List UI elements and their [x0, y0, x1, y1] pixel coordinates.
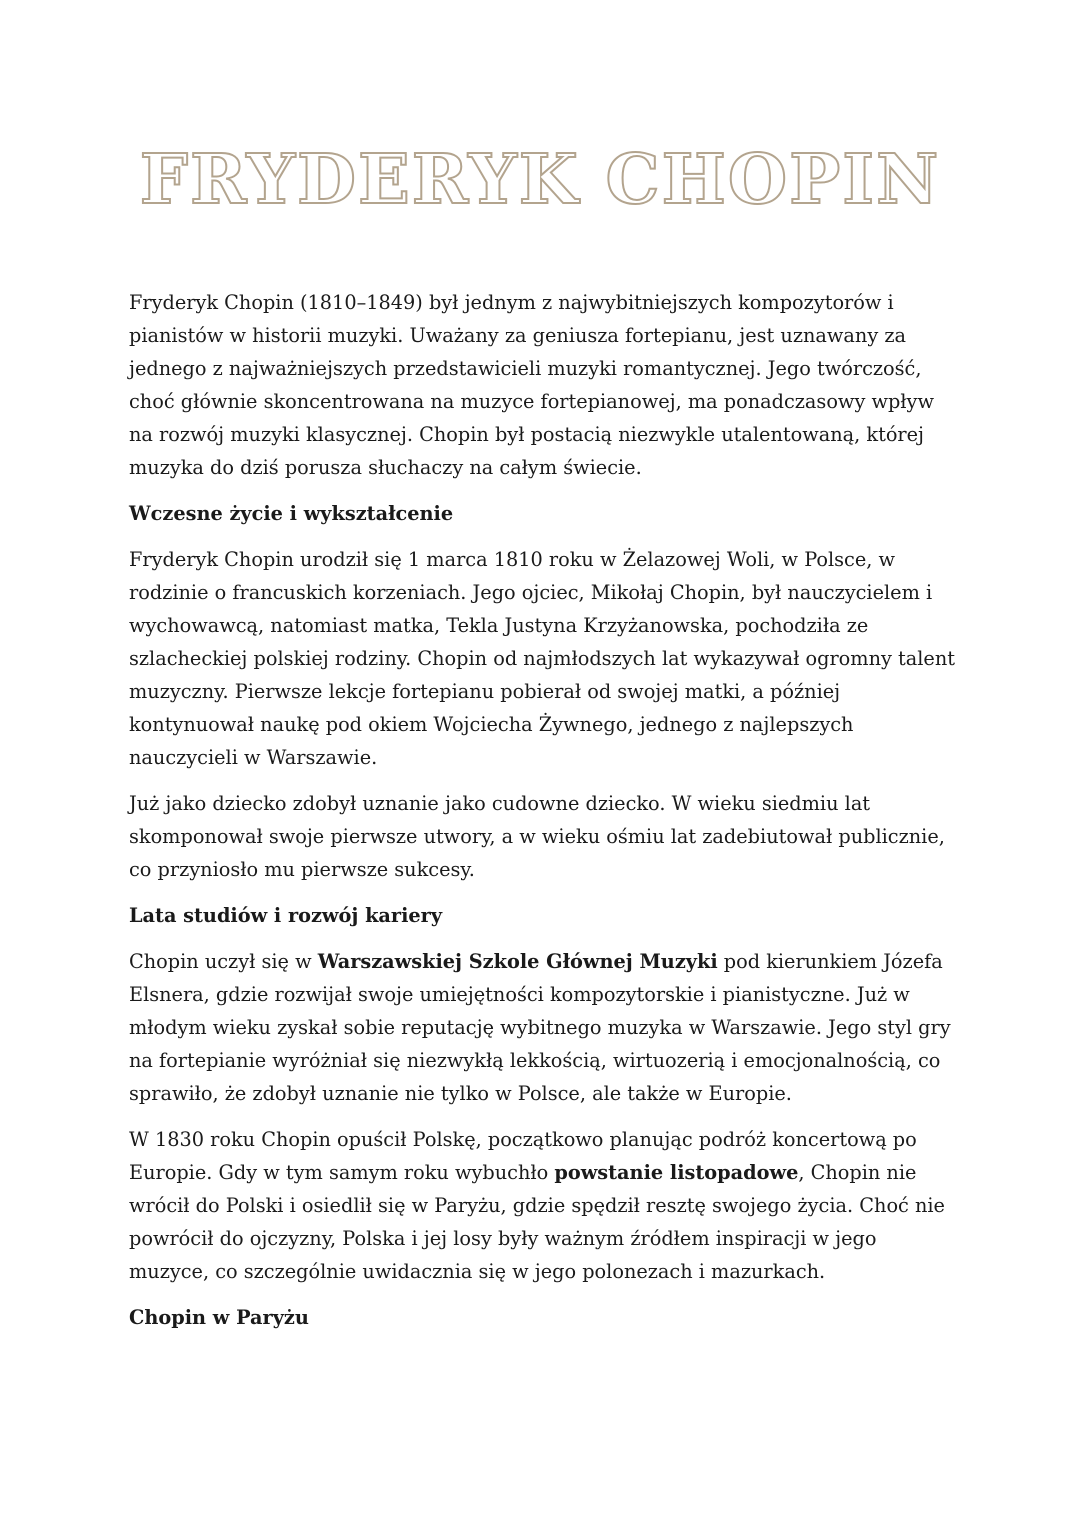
studies-p1-bold: Warszawskiej Szkole Głównej Muzyki [317, 950, 718, 973]
studies-p2-bold: powstanie listopadowe [554, 1161, 799, 1184]
studies-paragraph-2 [129, 1123, 959, 1288]
studies-p2-text-a: W 1830 roku Chopin opuścił Polskę, początkowo planując podróż koncertową po Europie. Gdy w tym samym roku wybuchło [129, 1128, 917, 1184]
document-title: FRYDERYK CHOPIN [139, 140, 941, 220]
section-heading-early-life: Wczesne życie i wykształcenie [129, 502, 454, 525]
studies-p1-text-a: Chopin uczył się w [129, 950, 318, 973]
section-heading-paris: Chopin w Paryżu [129, 1306, 309, 1329]
document-body [129, 286, 959, 1347]
studies-p1-text-b: pod kierunkiem Józefa Elsnera, gdzie rozwijał swoje umiejętności kompozytorskie i pianistyczne. Już w młodym wieku zyskał sobie reputację wybitnego muzyka w Warszawie. Jego styl gry na fortepianie wyróżniał się niezwykłą lekkością, wirtuozerią i emocjonalnością, co sprawiło, że zdobył uznanie nie tylko w Polsce, ale także w Europie. [129, 950, 951, 1105]
early-life-paragraph-1: Fryderyk Chopin urodził się 1 marca 1810 roku w Żelazowej Woli, w Polsce, w rodzinie o francuskich korzeniach. Jego ojciec, Mikołaj Chopin, był nauczycielem i wychowawcą, natomiast matka, Tekla Justyna Krzyżanowska, pochodziła ze szlacheckiej polskiej rodziny. Chopin od najmłodszych lat wykazywał ogromny talent muzyczny. Pierwsze lekcje fortepianu pobierał od swojej matki, a później kontynuował naukę pod okiem Wojciecha Żywnego, jednego z najlepszych nauczycieli w Warszawie. [129, 548, 956, 769]
early-life-paragraph-2: Już jako dziecko zdobył uznanie jako cudowne dziecko. W wieku siedmiu lat skomponował swoje pierwsze utwory, a w wieku ośmiu lat zadebiutował publicznie, co przyniosło mu pierwsze sukcesy. [129, 792, 945, 881]
intro-paragraph: Fryderyk Chopin (1810–1849) był jednym z najwybitniejszych kompozytorów i pianistów w historii muzyki. Uważany za geniusza fortepianu, jest uznawany za jednego z najważniejszych przedstawicieli muzyki romantycznej. Jego twórczość, choć głównie skoncentrowana na muzyce fortepianowej, ma ponadczasowy wpływ na rozwój muzyki klasycznej. Chopin był postacią niezwykle utalentowaną, której muzyka do dziś porusza słuchaczy na całym świecie. [129, 291, 934, 479]
studies-p2-text-b: , Chopin nie wrócił do Polski i osiedlił się w Paryżu, gdzie spędził resztę swojego życia. Choć nie powrócił do ojczyzny, Polska i jej losy były ważnym źródłem inspiracji w jego muzyce, co szczególnie uwidacznia się w jego polonezach i mazurkach. [129, 1161, 945, 1283]
section-heading-studies: Lata studiów i rozwój kariery [129, 904, 443, 927]
studies-paragraph-1 [129, 945, 959, 1110]
